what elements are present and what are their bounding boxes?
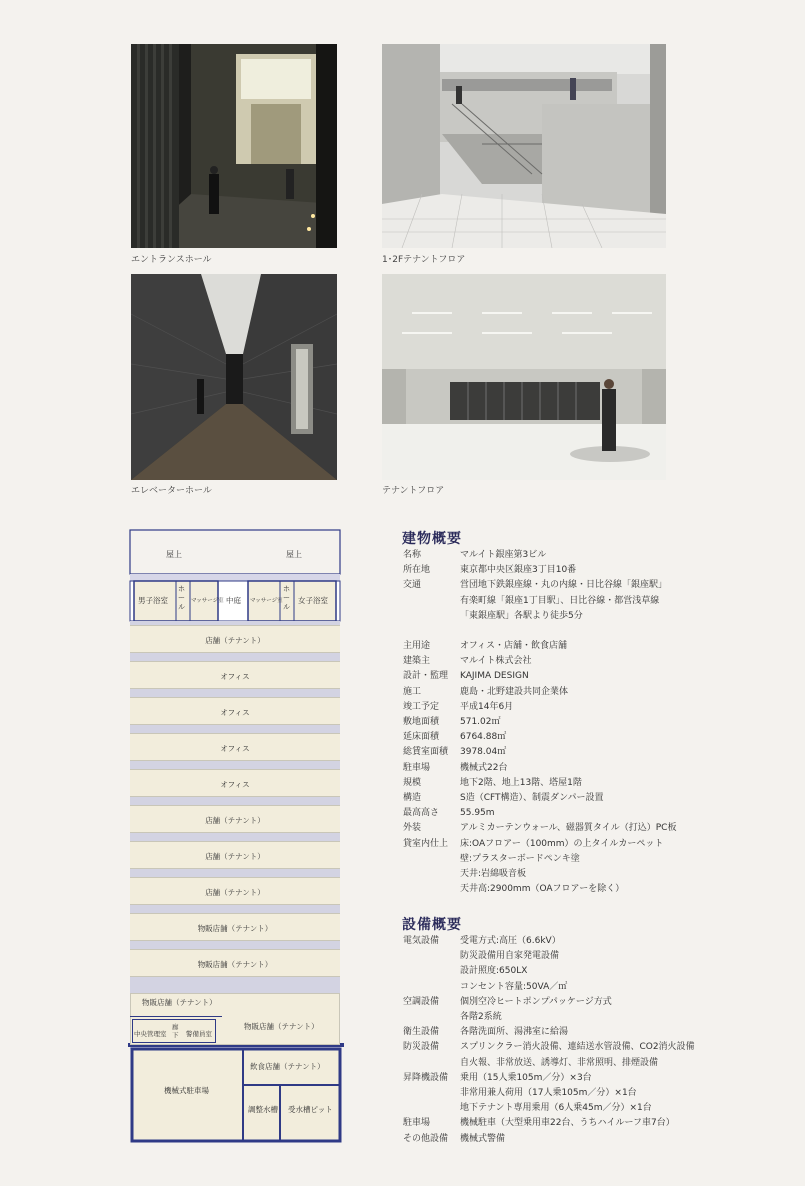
spec-value: 地下2階、地上13階、塔屋1階 (460, 777, 582, 788)
spec-label: 設計・監理 (403, 671, 449, 682)
spec-value: 床:OAフロアー（100mm）の上タイルカーペット (460, 838, 664, 849)
spec-value: スプリンクラー消火設備、連結送水管設備、CO2消火設備 (460, 1042, 695, 1053)
spec-label: 総賃室面積 (403, 747, 449, 758)
spec-label: 主用途 (403, 641, 431, 651)
spec-label: 名称 (403, 550, 422, 560)
spec-value: 地下テナント専用乗用（6人乗45m／分）×1台 (460, 1103, 652, 1114)
spec-label: その他設備 (403, 1133, 449, 1144)
spec-label: 外装 (403, 823, 422, 834)
floor-band (130, 805, 340, 833)
spec-label: 建築主 (403, 656, 431, 667)
spec-value: 鹿島・北野建設共同企業体 (460, 686, 569, 697)
spec-value: 3978.04㎡ (460, 747, 507, 758)
floor-label: オフィス (220, 744, 250, 753)
spec-value: 各階洗面所、湯沸室に給湯 (460, 1027, 569, 1038)
floor-band (130, 769, 340, 797)
photo-caption: 1･2Fテナントフロア (382, 255, 466, 265)
photo-elevator-hall (131, 274, 337, 480)
floor-label: 物販店舗（テナント） (197, 924, 273, 933)
spec-value: 機械駐車（大型乗用車22台、うちハイルーフ車7台） (460, 1118, 675, 1129)
spec-label: 昇降機設備 (403, 1072, 449, 1083)
spec-label: 駐車場 (403, 1118, 431, 1129)
floor-label: オフィス (220, 672, 250, 681)
room-food-tenant: 飲食店舗（テナント） (250, 1062, 325, 1071)
floor-band (130, 625, 340, 653)
floor-1-divider (130, 1016, 222, 1017)
spec-value: コンセント容量:50VA／㎡ (460, 981, 568, 992)
photo-caption: テナントフロア (382, 486, 445, 496)
room-parking: 機械式駐車場 (164, 1086, 209, 1095)
floor-band (130, 661, 340, 689)
spec-value: オフィス・店舗・飲食店舗 (460, 641, 568, 651)
spec-value: 防災設備用自家発電設備 (460, 951, 560, 962)
floor-label: オフィス (220, 780, 250, 789)
spec-value: マルイト株式会社 (460, 656, 532, 667)
floor-label: 店舗（テナント） (205, 888, 265, 897)
photo-tenant-floor-1-2f (382, 44, 666, 248)
photo-entrance-hall (131, 44, 337, 248)
spec-label: 貸室内仕上 (403, 838, 449, 849)
spec-value: 乗用（15人乗105m／分）×3台 (460, 1072, 592, 1083)
building-section-diagram (128, 527, 344, 1145)
spec-value: 有楽町線「銀座1丁目駅」、日比谷線・都営浅草線 (460, 595, 660, 606)
spec-value: 自火報、非常放送、誘導灯、非常照明、排煙設備 (460, 1057, 659, 1068)
spec-label: 電気設備 (403, 936, 440, 946)
room-hall-2: ホール (283, 585, 290, 611)
photo-caption: エントランスホール (131, 255, 212, 265)
spec-value: 機械式警備 (460, 1133, 506, 1144)
floor-band (130, 697, 340, 725)
spec-value: S造（CFT構造）、制震ダンパー設置 (460, 793, 604, 803)
spec-value: KAJIMA DESIGN (460, 671, 529, 682)
spec-value: 各階2系統 (460, 1012, 502, 1022)
spec-value: 6764.88㎡ (460, 732, 507, 743)
spec-value: 天井:岩綿吸音板 (460, 869, 527, 879)
spec-value: 55.95m (460, 808, 495, 819)
equipment-summary-title: 設備概要 (402, 917, 462, 933)
floor-label: 店舗（テナント） (205, 816, 265, 825)
room-tank-1: 調整水槽 (248, 1105, 278, 1114)
floor-band (130, 913, 340, 941)
spec-label: 空調設備 (403, 996, 440, 1007)
spec-label: 交通 (403, 580, 422, 591)
spec-value: マルイト銀座第3ビル (460, 550, 547, 560)
spec-value: 天井高:2900mm（OAフロアーを除く） (460, 884, 625, 895)
photo-tenant-floor (382, 274, 666, 480)
spec-label: 竣工予定 (403, 701, 440, 712)
floor-band (130, 733, 340, 761)
room-hall-1: ホール (178, 585, 185, 611)
floor-band (130, 841, 340, 869)
floor-band (130, 949, 340, 977)
floor-2-upper-label: 物販店舗（テナント） (142, 998, 217, 1007)
spec-label: 延床面積 (403, 732, 440, 743)
spec-value: 受電方式:高圧（6.6kV） (460, 936, 561, 946)
room-courtyard: 中庭 (226, 596, 241, 605)
spec-label: 防災設備 (403, 1042, 440, 1053)
building-summary-title: 建物概要 (402, 531, 462, 547)
spec-value: 機械式22台 (460, 762, 508, 773)
spec-label: 駐車場 (403, 762, 431, 773)
room-massage-2: マッサージ室 (250, 598, 283, 604)
spec-value: 個別空冷ヒートポンプパッケージ方式 (460, 996, 612, 1007)
spec-label: 施工 (403, 686, 422, 697)
floor-label: 物販店舗（テナント） (197, 960, 273, 969)
spec-value: 営団地下鉄銀座線・丸の内線・日比谷線「銀座駅」 (460, 580, 668, 591)
spec-value: 東京都中央区銀座3丁目10番 (460, 565, 577, 576)
spec-value: 壁:プラスターボードペンキ塗 (460, 853, 580, 864)
floor-label: 店舗（テナント） (205, 852, 265, 861)
room-tank-2: 受水槽ピット (288, 1105, 333, 1114)
spec-value: 571.02㎡ (460, 717, 501, 727)
spec-label: 最高高さ (403, 808, 440, 819)
room-men-bath: 男子浴室 (138, 596, 168, 605)
spec-value: 設計照度:650LX (460, 966, 528, 977)
photo-caption: エレベーターホール (131, 486, 212, 496)
spec-label: 構造 (403, 793, 422, 803)
room-massage-1: マッサージ室 (191, 598, 224, 604)
floor-1-label: 物販店舗（テナント） (244, 1022, 319, 1031)
room-mgmt: 中央管理室 (134, 1030, 167, 1038)
spec-label: 規模 (403, 777, 422, 788)
floor-label: オフィス (220, 708, 250, 717)
spec-value: 「東銀座駅」各駅より徒歩5分 (460, 610, 583, 621)
spec-value: アルミカーテンウォール、磁器質タイル（打込）PC板 (460, 823, 677, 834)
spec-value: 平成14年6月 (460, 701, 514, 712)
spec-label: 衛生設備 (403, 1027, 440, 1038)
room-corridor: 廊下 (172, 1023, 179, 1039)
room-women-bath: 女子浴室 (298, 596, 328, 605)
spec-value: 非常用兼人荷用（17人乗105m／分）×1台 (460, 1088, 637, 1098)
spec-label: 敷地面積 (403, 717, 440, 727)
roof-label-right: 屋上 (286, 550, 302, 559)
roof-label-left: 屋上 (166, 550, 182, 559)
spec-label: 所在地 (403, 565, 431, 576)
floor-band (130, 877, 340, 905)
floor-label: 店舗（テナント） (205, 636, 265, 645)
room-guard: 警備員室 (186, 1030, 212, 1038)
